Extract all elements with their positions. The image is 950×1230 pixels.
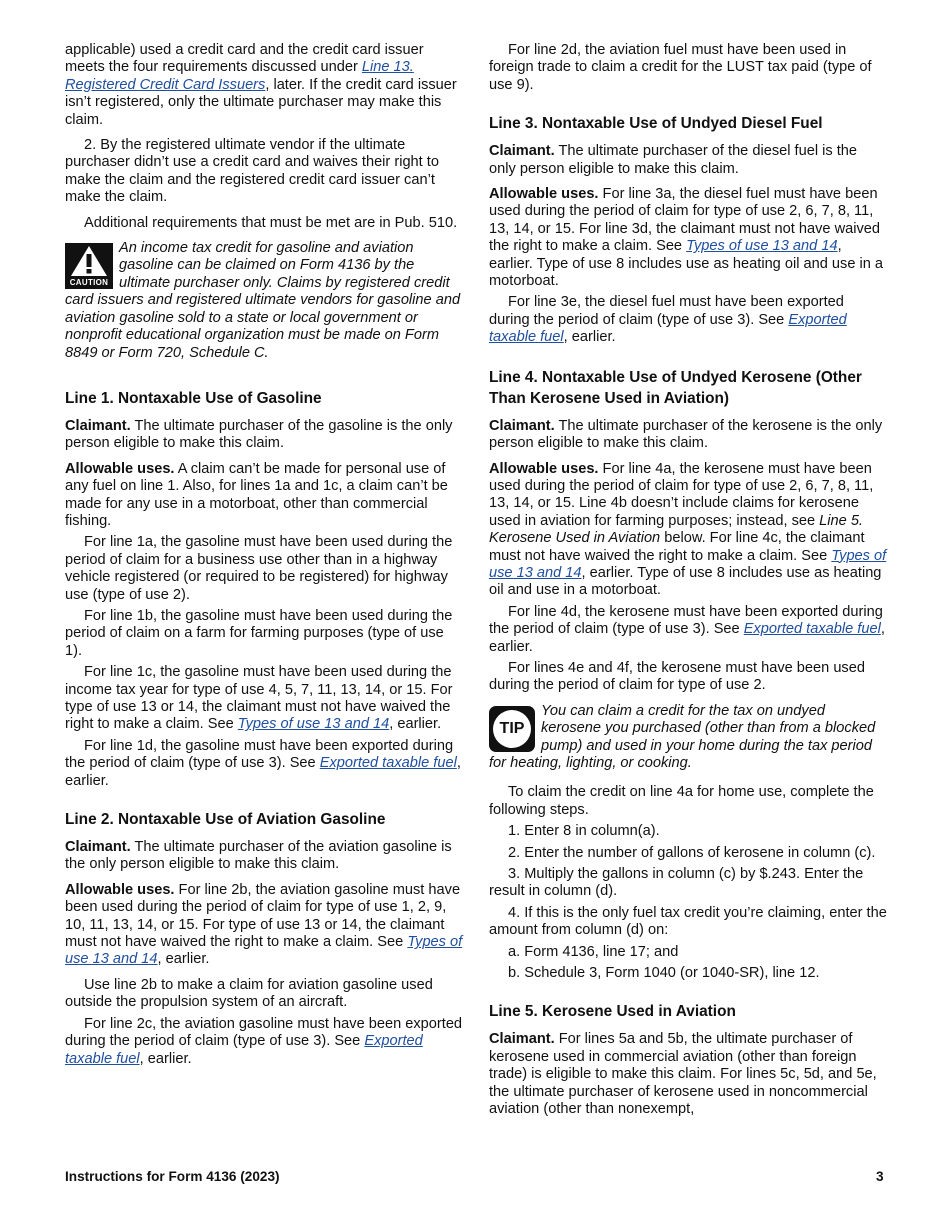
link-line13[interactable]: Line 13. Registered Credit Card Issuers <box>65 59 414 93</box>
paragraph: Allowable uses. For line 3a, the diesel fuel must have been used during the period of claim for type of use 2, 6, 7, 8, 11, 13, 14, or 15. For line 3d, the claimant must not have waived the right to make a claim. See Types of use 13 and 14, earlier. Type of use 8 includes use as heating oil and use in a motorboat. <box>489 186 884 290</box>
step-item: 3. Multiply the gallons in column (c) by $.243. Enter the result in column (d). <box>489 866 864 900</box>
paragraph: Claimant. For lines 5a and 5b, the ultimate purchaser of kerosene used in commercial aviation (other than foreign trade) is eligible to make this claim. For lines 5c, 5d, and 5e, the ultimate purchaser of kerosene used in noncommercial aviation (other than nonexempt, <box>489 1031 877 1118</box>
paragraph: For line 1b, the gasoline must have been used during the period of claim on a farm for farming purposes (type of use 1). <box>65 607 453 659</box>
caution-icon <box>65 243 113 289</box>
link-exported-fuel[interactable]: Exported taxable fuel <box>743 621 881 638</box>
link-types-of-use[interactable]: Types of use 13 and 14 <box>237 716 390 733</box>
paragraph: Allowable uses. For line 4a, the kerosene must have been used during the period of claim for type of use 2, 6, 7, 8, 11, 13, 14, or 15. Line 4b doesn’t include claims for kerosene used in aviation for farming purposes; instead, see Line 5. Kerosene Used in Aviation below. For line 4c, the claimant must not have waived the right to make a claim. See Types of use 13 and 14, earlier. Type of use 8 includes use as heating oil and use in a motorboat. <box>489 460 887 599</box>
paragraph: For line 3e, the diesel fuel must have been exported during the period of claim (type of use 3). See Exported taxable fuel, earlier. <box>489 294 847 346</box>
link-types-of-use[interactable]: Types of use 13 and 14 <box>489 547 887 581</box>
heading-line4: Line 4. Nontaxable Use of Undyed Kerosene (Other Than Kerosene Used in Aviation) <box>489 368 862 407</box>
heading-line1: Line 1. Nontaxable Use of Gasoline <box>65 389 322 407</box>
step-item: 1. Enter 8 in column(a). <box>508 823 660 840</box>
paragraph: Claimant. The ultimate purchaser of the gasoline is the only person eligible to make this claim. <box>65 417 453 452</box>
step-item: 4. If this is the only fuel tax credit you’re claiming, enter the amount from column (d) on: <box>489 904 887 939</box>
paragraph: For line 1d, the gasoline must have been exported during the period of claim (type of use 3). See Exported taxable fuel, earlier. <box>65 737 461 789</box>
paragraph: Claimant. The ultimate purchaser of the diesel fuel is the only person eligible to make this claim. <box>489 143 858 177</box>
paragraph: For line 1a, the gasoline must have been used during the period of claim for a business use other than in a highway vehicle registered (or required to be registered) for highway use (type of use 2). <box>65 534 453 603</box>
link-exported-fuel[interactable]: Exported taxable fuel <box>319 755 457 772</box>
right-column <box>489 42 887 1119</box>
step-item: 2. Enter the number of gallons of kerosene in column (c). <box>508 844 876 861</box>
paragraph: For line 4d, the kerosene must have been exported during the period of claim (type of use 3). See Exported taxable fuel, earlier. <box>489 603 885 655</box>
paragraph: 2. By the registered ultimate vendor if the ultimate purchaser didn’t use a credit card and waives their right to make the claim and the registered credit card issuer can’t make the claim. <box>65 137 439 206</box>
tip-note <box>489 703 887 773</box>
footer-title: Instructions for Form 4136 (2023) <box>65 1169 280 1184</box>
paragraph: Claimant. The ultimate purchaser of the aviation gasoline is the only person eligible to make this claim. <box>65 839 452 873</box>
heading-line2: Line 2. Nontaxable Use of Aviation Gasoline <box>65 811 386 829</box>
tip-icon <box>489 706 535 752</box>
left-column <box>65 42 463 1076</box>
caution-text: An income tax credit for gasoline and aviation gasoline can be claimed on Form 4136 by the ultimate purchaser only. Claims by registered credit card issuers and registered ultimate vendors for gasoline and aviation gasoline sold to a state or local government or nonprofit educational organization must be made on Form 8849 or Form 720, Schedule C. <box>65 240 461 361</box>
paragraph: For lines 4e and 4f, the kerosene must have been used during the period of claim for type of use 2. <box>489 659 865 694</box>
paragraph: Claimant. The ultimate purchaser of the kerosene is the only person eligible to make this claim. <box>489 417 883 452</box>
link-exported-fuel[interactable]: Exported taxable fuel <box>489 311 847 346</box>
caution-label: CAUTION <box>69 278 109 288</box>
tip-label: TIP <box>493 710 531 748</box>
sub-item: b. Schedule 3, Form 1040 (or 1040-SR), line 12. <box>508 965 820 982</box>
link-types-of-use[interactable]: Types of use 13 and 14 <box>65 934 463 968</box>
paragraph: For line 2d, the aviation fuel must have been used in foreign trade to claim a credit for the LUST tax paid (type of use 9). <box>489 42 872 93</box>
paragraph: For line 1c, the gasoline must have been used during the income tax year for type of use 4, 5, 7, 11, 13, 14, or 15. For type of use 13 or 14, the claimant must not have waived the right to make a claim. See Types of use 13 and 14, earlier. <box>65 664 453 733</box>
paragraph: Allowable uses. For line 2b, the aviation gasoline must have been used during the period of claim for type of use 1, 2, 9, 10, 11, 13, 14, or 15. For type of use 13 or 14, the claimant must not have waived the right to make a claim. See Types of use 13 and 14, earlier. <box>65 881 463 968</box>
sub-item: a. Form 4136, line 17; and <box>508 943 679 960</box>
heading-line5: Line 5. Kerosene Used in Aviation <box>489 1003 736 1021</box>
page-number: 3 <box>876 1169 884 1184</box>
paragraph: Allowable uses. A claim can’t be made for personal use of any fuel on line 1. Also, for lines 1a and 1c, a claim can’t be made for any use in a motorboat, other than commercial fishing. <box>65 460 448 529</box>
paragraph: To claim the credit on line 4a for home use, complete the following steps. <box>489 784 874 818</box>
paragraph: Use line 2b to make a claim for aviation gasoline used outside the propulsion system of an aircraft. <box>65 976 433 1011</box>
link-exported-fuel[interactable]: Exported taxable fuel <box>65 1033 423 1067</box>
paragraph: Additional requirements that must be met are in Pub. 510. <box>84 214 458 231</box>
paragraph: applicable) used a credit card and the credit card issuer meets the four requirements discussed under Line 13. Registered Credit Card Issuers, later. If the credit card issuer isn’t registered, only the ultimate purchaser may make this claim. <box>65 42 457 128</box>
paragraph: For line 2c, the aviation gasoline must have been exported during the period of claim (type of use 3). See Exported taxable fuel, earlier. <box>65 1015 463 1067</box>
tip-text: You can claim a credit for the tax on undyed kerosene you purchased (other than from a blocked pump) and used in your home during the tax period for heating, lighting, or cooking. <box>489 702 876 771</box>
caution-note <box>65 240 463 362</box>
heading-line3: Line 3. Nontaxable Use of Undyed Diesel Fuel <box>489 115 823 133</box>
link-types-of-use[interactable]: Types of use 13 and 14 <box>686 238 838 255</box>
